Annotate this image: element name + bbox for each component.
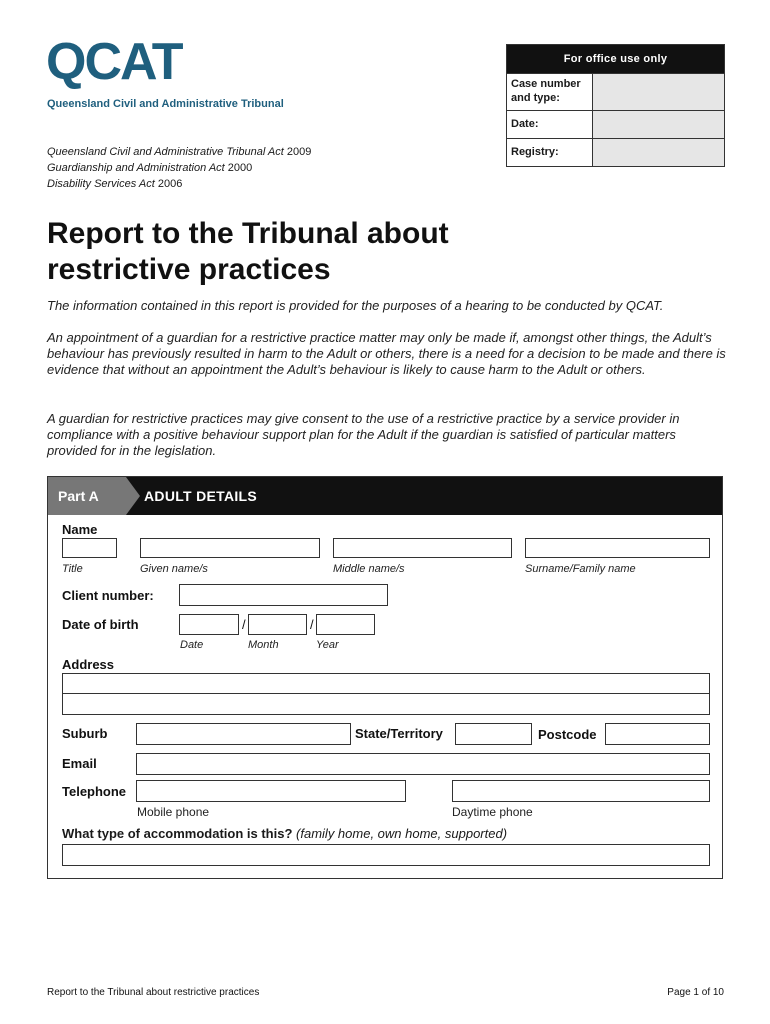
act-line: Queensland Civil and Administrative Tribunal Act 2009 bbox=[47, 146, 312, 158]
dob-month-caption: Month bbox=[248, 639, 279, 651]
dob-date-input[interactable] bbox=[179, 614, 239, 635]
act-line: Disability Services Act 2006 bbox=[47, 178, 183, 190]
intro-paragraph-2: An appointment of a guardian for a restrictive practice matter may only be made if, amongst other things, the Adult’s behaviour has previously resulted in harm to the Adult or others, there is a need for a decision to be made and there is evidence that without an appointment the Adult’s behaviour is likely to cause harm to the Adult or others. bbox=[47, 330, 726, 377]
mobile-phone-input[interactable] bbox=[136, 780, 406, 802]
client-number-input[interactable] bbox=[179, 584, 388, 606]
postcode-label: Postcode bbox=[538, 727, 597, 742]
intro-paragraph-1: The information contained in this report is provided for the purposes of a hearing to be conducted by QCAT. bbox=[47, 298, 664, 313]
office-date-field[interactable] bbox=[593, 111, 724, 138]
daytime-phone-caption: Daytime phone bbox=[452, 805, 533, 819]
title-caption: Title bbox=[62, 563, 83, 575]
name-label: Name bbox=[62, 522, 98, 537]
accommodation-label: What type of accommodation is this? bbox=[62, 826, 293, 841]
given-name-input[interactable] bbox=[140, 538, 320, 558]
intro-paragraph-3: A guardian for restrictive practices may give consent to the use of a restrictive practice by a service provider in compliance with a positive behaviour support plan for the Adult if the guardian is satisfied of particular matters provided for in the legislation. bbox=[47, 411, 680, 458]
page-number: Page 1 of 10 bbox=[667, 987, 724, 998]
accommodation-hint: (family home, own home, supported) bbox=[296, 826, 508, 841]
part-a-arrow bbox=[126, 477, 140, 515]
office-row-registry bbox=[507, 138, 724, 166]
part-a-header bbox=[48, 477, 722, 515]
email-label: Email bbox=[62, 756, 97, 771]
dob-label: Date of birth bbox=[62, 617, 139, 632]
dob-separator: / bbox=[242, 617, 246, 632]
office-row-case bbox=[507, 73, 724, 110]
address-line-1-input[interactable] bbox=[62, 673, 710, 694]
telephone-label: Telephone bbox=[62, 784, 127, 799]
dob-date-caption: Date bbox=[180, 639, 204, 651]
qcat-logo: QCAT bbox=[46, 33, 182, 91]
registry-field[interactable] bbox=[593, 139, 724, 166]
daytime-phone-input[interactable] bbox=[452, 780, 710, 802]
accommodation-input[interactable] bbox=[62, 844, 710, 866]
surname-input[interactable] bbox=[525, 538, 710, 558]
client-number-label: Client number: bbox=[62, 588, 154, 603]
legislation-list bbox=[47, 144, 311, 192]
address-line-2-input[interactable] bbox=[62, 693, 710, 715]
state-label: State/Territory bbox=[355, 726, 443, 741]
office-date-label: Date: bbox=[507, 111, 593, 138]
email-input[interactable] bbox=[136, 753, 710, 775]
suburb-label: Suburb bbox=[62, 726, 108, 741]
page-title: Report to the Tribunal about restrictive practices bbox=[47, 217, 449, 286]
address-label: Address bbox=[62, 657, 115, 672]
accommodation-question bbox=[62, 826, 507, 841]
title-input[interactable] bbox=[62, 538, 117, 558]
dob-year-input[interactable] bbox=[316, 614, 375, 635]
middle-name-input[interactable] bbox=[333, 538, 512, 558]
postcode-input[interactable] bbox=[605, 723, 710, 745]
case-number-label: Case number and type: bbox=[507, 74, 593, 110]
part-a-heading: ADULT DETAILS bbox=[144, 488, 258, 504]
act-line: Guardianship and Administration Act 2000 bbox=[47, 162, 253, 174]
state-input[interactable] bbox=[455, 723, 532, 745]
dob-year-caption: Year bbox=[316, 639, 339, 651]
logo-subtitle: Queensland Civil and Administrative Tribunal bbox=[47, 98, 284, 110]
given-name-caption: Given name/s bbox=[140, 563, 208, 575]
dob-month-input[interactable] bbox=[248, 614, 307, 635]
case-number-field[interactable] bbox=[593, 74, 724, 110]
registry-label: Registry: bbox=[507, 139, 593, 166]
part-a-tab: Part A bbox=[48, 477, 126, 515]
office-use-box bbox=[506, 44, 725, 167]
surname-caption: Surname/Family name bbox=[525, 563, 636, 575]
mobile-phone-caption: Mobile phone bbox=[137, 805, 210, 819]
footer-title: Report to the Tribunal about restrictive practices bbox=[47, 987, 260, 998]
middle-name-caption: Middle name/s bbox=[333, 563, 405, 575]
office-row-date bbox=[507, 110, 724, 138]
office-use-heading: For office use only bbox=[507, 45, 724, 73]
part-a-section bbox=[47, 476, 723, 879]
dob-separator: / bbox=[310, 617, 314, 632]
suburb-input[interactable] bbox=[136, 723, 351, 745]
